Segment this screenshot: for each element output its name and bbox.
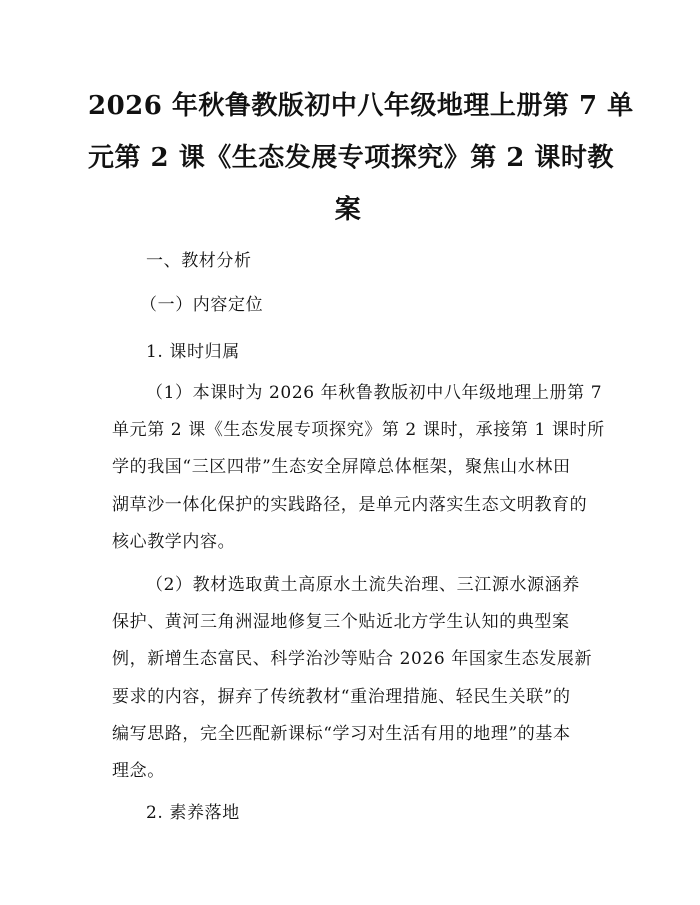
paragraph-line: 单元第 2 课《生态发展专项探究》第 2 课时，承接第 1 课时所 <box>112 420 605 441</box>
subsection-heading: （一）内容定位 <box>140 295 264 315</box>
paragraph-line: 保护、黄河三角洲湿地修复三个贴近北方学生认知的典型案 <box>112 612 570 633</box>
title-line: 元第 2 课《生态发展专项探究》第 2 课时教 <box>88 143 614 173</box>
paragraph-line: 核心教学内容。 <box>112 531 236 552</box>
item-heading: 2. 素养落地 <box>146 803 240 823</box>
document-title <box>88 80 634 236</box>
paragraph-line: 学的我国“三区四带”生态安全屏障总体框架，聚焦山水林田 <box>112 457 571 478</box>
section-heading: 一、教材分析 <box>146 251 252 271</box>
item-heading: 1. 课时归属 <box>146 342 240 362</box>
title-line: 2026 年秋鲁教版初中八年级地理上册第 7 单 <box>88 91 634 121</box>
title-line: 案 <box>334 195 362 225</box>
paragraph-line: 编写思路，完全匹配新课标“学习对生活有用的地理”的基本 <box>112 723 571 744</box>
paragraph <box>112 567 592 790</box>
paragraph-line: 例，新增生态富民、科学治沙等贴合 2026 年国家生态发展新 <box>112 649 593 670</box>
paragraph-line: 理念。 <box>112 761 165 782</box>
paragraph <box>112 375 605 561</box>
paragraph-line: （1）本课时为 2026 年秋鲁教版初中八年级地理上册第 7 <box>146 383 603 403</box>
paragraph-line: 湖草沙一体化保护的实践路径，是单元内落实生态文明教育的 <box>112 494 588 515</box>
paragraph-line: 要求的内容，摒弃了传统教材“重治理措施、轻民生关联”的 <box>112 686 571 707</box>
paragraph-line: （2）教材选取黄土高原水土流失治理、三江源水源涵养 <box>146 575 580 595</box>
